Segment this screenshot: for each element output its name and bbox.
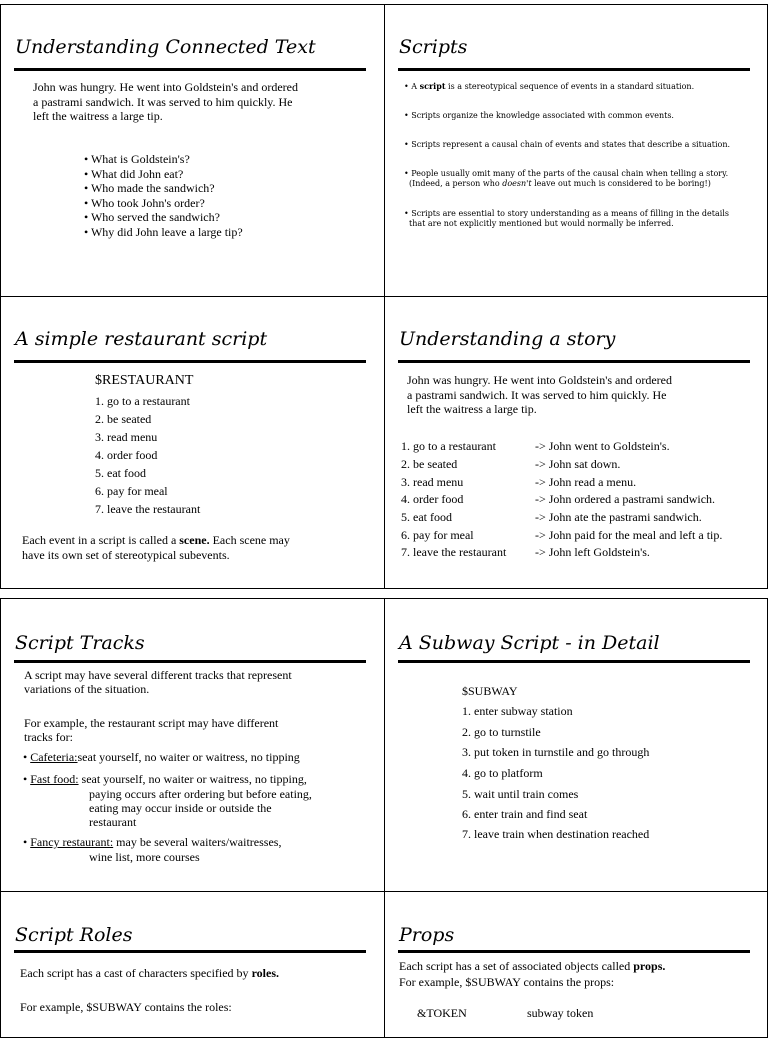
script-step: 1. enter subway station — [462, 704, 573, 718]
story-line-2: a pastrami sandwich. It was served to him quickly. He — [407, 387, 667, 402]
script-step: 1. go to a restaurant — [95, 394, 190, 408]
tracks-intro-line-1: A script may have several different tracks that represent — [24, 668, 292, 682]
script-step: 5. eat food — [401, 510, 452, 524]
track-fancy-cont: wine list, more courses — [89, 850, 200, 864]
slide-title: Understanding a story — [399, 328, 616, 350]
props-intro: Each script has a set of associated objects called props. — [399, 959, 666, 973]
slide-understanding-connected-text — [0, 4, 384, 296]
slide-script-roles — [0, 891, 384, 1038]
story-mapping: -> John sat down. — [535, 457, 621, 471]
slide-title: Scripts — [399, 36, 468, 58]
script-step: 5. wait until train comes — [462, 786, 579, 801]
slide-title: Script Roles — [15, 924, 133, 946]
script-header: $SUBWAY — [462, 684, 518, 698]
script-step: 2. be seated — [95, 412, 152, 426]
bullet-essential-line-1: • Scripts are essential to story understanding as a means of filling in the details — [404, 209, 729, 218]
track-fast-food-cont: restaurant — [89, 815, 137, 829]
story-mapping: -> John ate the pastrami sandwich. — [535, 510, 702, 524]
story-mapping: -> John went to Goldstein's. — [535, 439, 670, 453]
tracks-example-line-1: For example, the restaurant script may have different — [24, 716, 279, 730]
title-rule — [398, 660, 750, 663]
title-rule — [14, 950, 366, 953]
track-fancy-restaurant: • Fancy restaurant: may be several waiters/waitresses, — [23, 835, 282, 849]
track-fast-food-cont: paying occurs after ordering but before eating, — [89, 786, 312, 801]
story-line-3: left the waitress a large tip. — [33, 109, 163, 123]
script-step: 4. go to platform — [462, 766, 543, 780]
script-step: 6. enter train and find seat — [462, 807, 588, 821]
story-line-1: John was hungry. He went into Goldstein's and ordered — [33, 80, 299, 94]
story-mapping: -> John ordered a pastrami sandwich. — [535, 492, 716, 506]
question-item: • Why did John leave a large tip? — [84, 224, 243, 239]
question-item: • Who made the sandwich? — [84, 181, 215, 195]
track-cafeteria: • Cafeteria:seat yourself, no waiter or waitress, no tipping — [23, 750, 300, 764]
title-rule — [14, 660, 366, 663]
question-item: • What is Goldstein's? — [84, 152, 190, 166]
script-step: 7. leave train when destination reached — [462, 827, 650, 841]
title-rule — [398, 950, 750, 953]
script-step: 2. go to turnstile — [462, 724, 541, 739]
slide-props — [384, 891, 768, 1038]
script-step: 4. order food — [401, 492, 464, 506]
story-mapping: -> John left Goldstein's. — [535, 545, 650, 559]
question-item: • Who took John's order? — [84, 195, 205, 210]
question-item: • What did John eat? — [84, 166, 184, 181]
story-mapping: -> John paid for the meal and left a tip. — [535, 527, 723, 542]
track-fast-food: • Fast food: seat yourself, no waiter or waitress, no tipping, — [23, 772, 307, 786]
script-header: $RESTAURANT — [95, 373, 194, 388]
title-rule — [398, 360, 750, 363]
title-rule — [398, 68, 750, 71]
props-example: For example, $SUBWAY contains the props: — [399, 975, 615, 989]
script-step: 6. pay for meal — [401, 527, 474, 542]
roles-example: For example, $SUBWAY contains the roles: — [20, 1000, 232, 1014]
slide-simple-restaurant-script — [0, 296, 384, 589]
slide-scripts — [384, 4, 768, 296]
slide-subway-script — [384, 598, 768, 891]
roles-intro: Each script has a cast of characters specified by roles. — [20, 966, 280, 980]
bullet-organize: • Scripts organize the knowledge associated with common events. — [404, 111, 674, 120]
story-line-1: John was hungry. He went into Goldstein's and ordered — [407, 373, 673, 387]
script-step: 4. order food — [95, 448, 158, 462]
scene-note-line-2: have its own set of stereotypical subevents. — [22, 548, 230, 562]
bullet-causal-chain: • Scripts represent a causal chain of events and states that describe a situation. — [404, 140, 731, 149]
script-step: 5. eat food — [95, 466, 146, 480]
prop-description: subway token — [527, 1006, 594, 1020]
sheet-1 — [0, 4, 768, 589]
title-rule — [14, 360, 366, 363]
story-line-3: left the waitress a large tip. — [407, 402, 537, 416]
track-fast-food-cont: eating may occur inside or outside the — [89, 801, 272, 815]
story-line-2: a pastrami sandwich. It was served to him quickly. He — [33, 94, 293, 109]
tracks-intro-line-2: variations of the situation. — [24, 682, 150, 696]
bullet-script-definition: • A script is a stereotypical sequence of events in a standard situation. — [404, 81, 695, 91]
script-step: 2. be seated — [401, 457, 458, 471]
title-rule — [14, 68, 366, 71]
tracks-example-line-2: tracks for: — [24, 730, 73, 744]
script-step: 7. leave the restaurant — [95, 502, 201, 516]
script-step: 7. leave the restaurant — [401, 545, 507, 559]
slide-title: A simple restaurant script — [15, 328, 268, 350]
prop-name: &TOKEN — [417, 1006, 467, 1020]
slide-title: Understanding Connected Text — [15, 36, 316, 58]
slide-script-tracks — [0, 598, 384, 891]
slide-title: Props — [399, 924, 455, 946]
slide-title: A Subway Script - in Detail — [399, 632, 660, 654]
script-step: 3. put token in turnstile and go through — [462, 745, 650, 759]
script-step: 3. read menu — [95, 430, 158, 444]
bullet-omit-line-1: • People usually omit many of the parts of the causal chain when telling a story. — [404, 169, 729, 178]
scene-note-line-1: Each event in a script is called a scene. Each scene may — [22, 533, 290, 547]
slide-title: Script Tracks — [15, 632, 145, 654]
script-step: 6. pay for meal — [95, 484, 168, 498]
slide-understanding-a-story — [384, 296, 768, 589]
bullet-omit-line-2: (Indeed, a person who doesn't leave out much is considered to be boring!) — [409, 179, 711, 188]
question-item: • Who served the sandwich? — [84, 210, 220, 224]
sheet-2 — [0, 598, 768, 1038]
script-step: 3. read menu — [401, 474, 464, 489]
script-step: 1. go to a restaurant — [401, 439, 496, 453]
bullet-essential-line-2: that are not explicitly mentioned but would normally be inferred. — [409, 219, 674, 228]
story-mapping: -> John read a menu. — [535, 474, 637, 489]
